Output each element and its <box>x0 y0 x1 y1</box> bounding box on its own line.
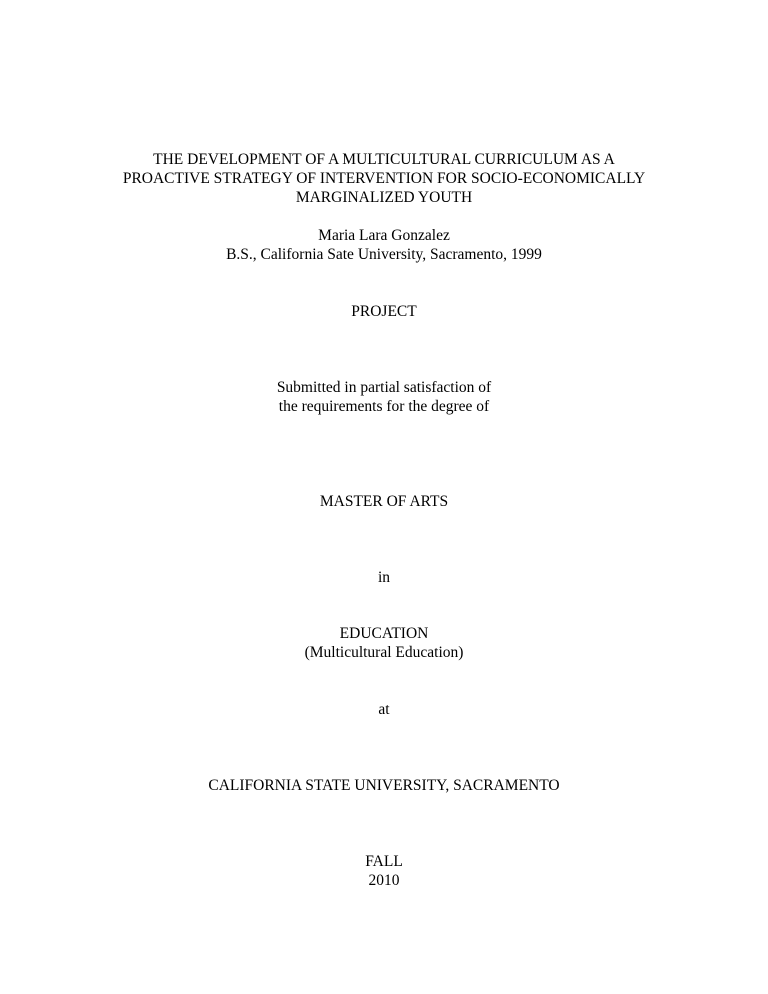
field-name: EDUCATION <box>339 625 429 642</box>
document-type: PROJECT <box>351 303 417 320</box>
university-name: CALIFORNIA STATE UNIVERSITY, SACRAMENTO <box>208 777 560 794</box>
term-year: 2010 <box>368 872 400 889</box>
degree-name: MASTER OF ARTS <box>319 493 449 510</box>
submission-line-2: the requirements for the degree of <box>278 398 490 415</box>
title-line-2: PROACTIVE STRATEGY OF INTERVENTION FOR SOCIO-ECONOMICALLY <box>122 170 646 187</box>
field-specialization: (Multicultural Education) <box>304 644 464 661</box>
author-name: Maria Lara Gonzalez <box>318 227 450 244</box>
at-label: at <box>378 701 390 718</box>
submission-line-1: Submitted in partial satisfaction of <box>276 379 492 396</box>
in-label: in <box>377 569 391 586</box>
title-line-3: MARGINALIZED YOUTH <box>295 189 473 206</box>
term-season: FALL <box>365 853 403 870</box>
author-prior-degree: B.S., California Sate University, Sacramento, 1999 <box>226 246 542 263</box>
title-line-1: THE DEVELOPMENT OF A MULTICULTURAL CURRICULUM AS A <box>153 151 615 168</box>
